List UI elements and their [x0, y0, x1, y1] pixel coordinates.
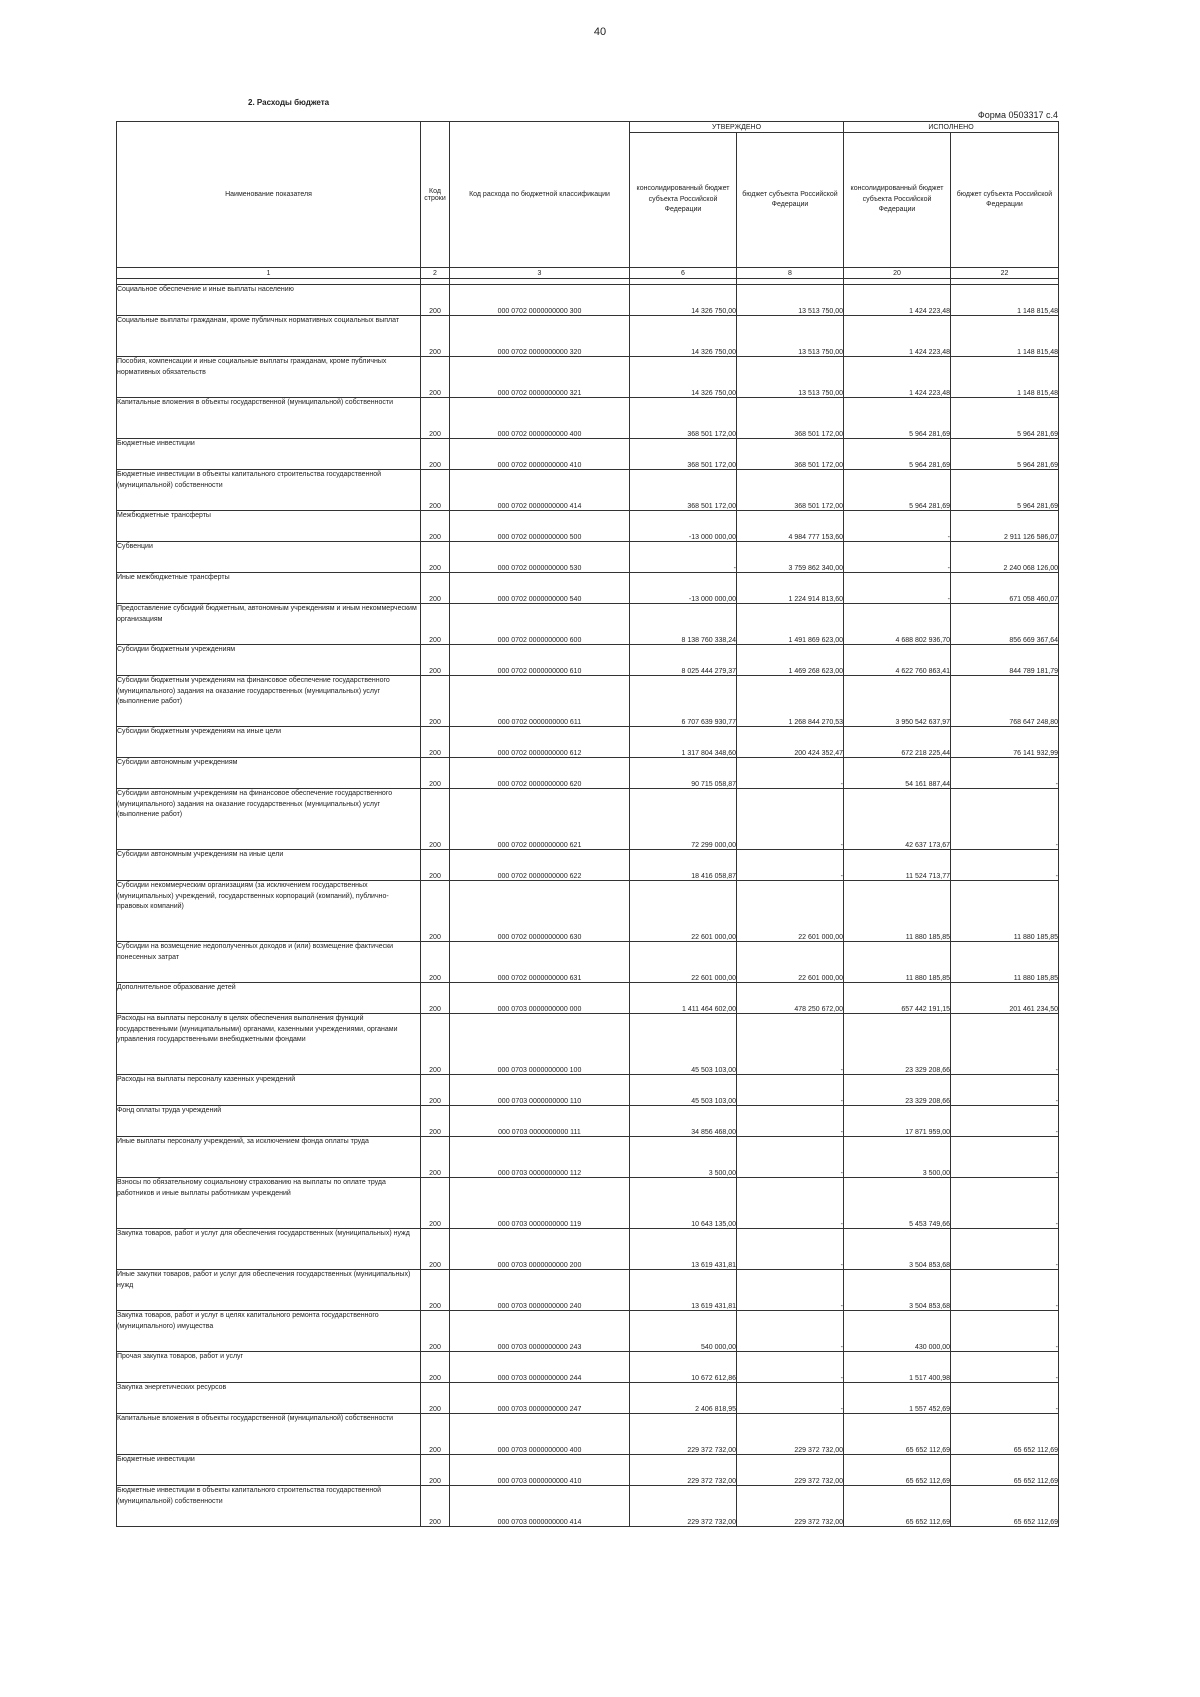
- row-kbk: 000 0702 0000000000 400: [450, 398, 630, 439]
- row-kbk: 000 0702 0000000000 300: [450, 285, 630, 316]
- approved-consolidated-value: 22 601 000,00: [630, 942, 737, 983]
- row-kbk: 000 0703 0000000000 240: [450, 1270, 630, 1311]
- approved-consolidated-value: 8 025 444 279,37: [630, 645, 737, 676]
- row-line-code: 200: [421, 645, 450, 676]
- row-line-code: 200: [421, 789, 450, 850]
- row-kbk: 000 0702 0000000000 540: [450, 573, 630, 604]
- executed-consolidated-value: 5 964 281,69: [844, 398, 951, 439]
- page-number: 40: [593, 26, 607, 38]
- approved-consolidated-value: 368 501 172,00: [630, 470, 737, 511]
- executed-consolidated-value: 1 557 452,69: [844, 1383, 951, 1414]
- executed-subject-value: -: [951, 1383, 1059, 1414]
- executed-subject-value: -: [951, 1229, 1059, 1270]
- executed-consolidated-value: 5 453 749,66: [844, 1178, 951, 1229]
- executed-subject-value: 76 141 932,99: [951, 727, 1059, 758]
- approved-consolidated-value: 1 317 804 348,60: [630, 727, 737, 758]
- header-name: Наименование показателя: [117, 122, 421, 268]
- approved-subject-value: 229 372 732,00: [737, 1414, 844, 1455]
- executed-consolidated-value: 1 424 223,48: [844, 316, 951, 357]
- row-name: Иные выплаты персоналу учреждений, за исключением фонда оплаты труда: [117, 1137, 421, 1178]
- table-row: [117, 645, 1059, 676]
- table-row: [117, 1014, 1059, 1075]
- row-line-code: 200: [421, 1383, 450, 1414]
- approved-subject-value: 229 372 732,00: [737, 1486, 844, 1527]
- executed-consolidated-value: 11 880 185,85: [844, 881, 951, 942]
- row-name: Дополнительное образование детей: [117, 983, 421, 1014]
- executed-subject-value: 11 880 185,85: [951, 942, 1059, 983]
- row-kbk: 000 0702 0000000000 610: [450, 645, 630, 676]
- column-number: 22: [951, 268, 1059, 279]
- table-row: [117, 1229, 1059, 1270]
- row-name: Субсидии некоммерческим организациям (за исключением государственных (муниципальных) учреждений, государственных корпораций (компаний), публично-правовых компаний): [117, 881, 421, 942]
- approved-subject-value: 1 469 268 623,00: [737, 645, 844, 676]
- row-kbk: 000 0703 0000000000 410: [450, 1455, 630, 1486]
- row-kbk: 000 0703 0000000000 400: [450, 1414, 630, 1455]
- approved-subject-value: 200 424 352,47: [737, 727, 844, 758]
- row-kbk: 000 0702 0000000000 320: [450, 316, 630, 357]
- section-title: 2. Расходы бюджета: [248, 98, 330, 107]
- approved-subject-value: -: [737, 1383, 844, 1414]
- form-code: Форма 0503317 с.4: [977, 110, 1058, 120]
- executed-consolidated-value: 5 964 281,69: [844, 470, 951, 511]
- executed-consolidated-value: -: [844, 542, 951, 573]
- approved-subject-value: -: [737, 1352, 844, 1383]
- row-name: Социальные выплаты гражданам, кроме публичных нормативных социальных выплат: [117, 316, 421, 357]
- column-number: 8: [737, 268, 844, 279]
- approved-subject-value: -: [737, 1178, 844, 1229]
- row-name: Бюджетные инвестиции в объекты капитального строительства государственной (муниципальной) собственности: [117, 1486, 421, 1527]
- approved-subject-value: 3 759 862 340,00: [737, 542, 844, 573]
- row-line-code: 200: [421, 398, 450, 439]
- approved-subject-value: -: [737, 1014, 844, 1075]
- row-kbk: 000 0702 0000000000 414: [450, 470, 630, 511]
- table-row: [117, 542, 1059, 573]
- row-kbk: 000 0702 0000000000 500: [450, 511, 630, 542]
- approved-consolidated-value: 3 500,00: [630, 1137, 737, 1178]
- approved-consolidated-value: 10 643 135,00: [630, 1178, 737, 1229]
- approved-subject-value: -: [737, 758, 844, 789]
- row-name: Межбюджетные трансферты: [117, 511, 421, 542]
- executed-subject-value: -: [951, 1014, 1059, 1075]
- row-line-code: 200: [421, 1106, 450, 1137]
- executed-consolidated-value: 65 652 112,69: [844, 1486, 951, 1527]
- budget-expenses-table: [116, 121, 1059, 1527]
- executed-consolidated-value: 657 442 191,15: [844, 983, 951, 1014]
- table-row: [117, 676, 1059, 727]
- row-kbk: 000 0702 0000000000 611: [450, 676, 630, 727]
- row-kbk: 000 0703 0000000000 000: [450, 983, 630, 1014]
- executed-consolidated-value: 4 622 760 863,41: [844, 645, 951, 676]
- column-number: 20: [844, 268, 951, 279]
- header-kbk: Код расхода по бюджетной классификации: [450, 122, 630, 268]
- executed-consolidated-value: 54 161 887,44: [844, 758, 951, 789]
- approved-consolidated-value: -13 000 000,00: [630, 573, 737, 604]
- table-row: [117, 1178, 1059, 1229]
- table-row: [117, 727, 1059, 758]
- row-name: Социальное обеспечение и иные выплаты населению: [117, 285, 421, 316]
- row-line-code: 200: [421, 1137, 450, 1178]
- row-name: Иные закупки товаров, работ и услуг для обеспечения государственных (муниципальных) нужд: [117, 1270, 421, 1311]
- executed-consolidated-value: 3 504 853,68: [844, 1229, 951, 1270]
- table-row: [117, 1106, 1059, 1137]
- approved-subject-value: 1 491 869 623,00: [737, 604, 844, 645]
- approved-subject-value: 368 501 172,00: [737, 398, 844, 439]
- executed-subject-value: 5 964 281,69: [951, 439, 1059, 470]
- executed-consolidated-value: 17 871 959,00: [844, 1106, 951, 1137]
- row-name: Субсидии на возмещение недополученных доходов и (или) возмещение фактически понесенных затрат: [117, 942, 421, 983]
- row-line-code: 200: [421, 727, 450, 758]
- approved-consolidated-value: 229 372 732,00: [630, 1486, 737, 1527]
- executed-subject-value: 5 964 281,69: [951, 398, 1059, 439]
- executed-subject-value: -: [951, 1075, 1059, 1106]
- executed-subject-value: -: [951, 1106, 1059, 1137]
- approved-subject-value: -: [737, 1137, 844, 1178]
- executed-subject-value: -: [951, 1178, 1059, 1229]
- executed-subject-value: 2 240 068 126,00: [951, 542, 1059, 573]
- row-name: Закупка товаров, работ и услуг для обеспечения государственных (муниципальных) нужд: [117, 1229, 421, 1270]
- table-row: [117, 470, 1059, 511]
- approved-subject-value: 13 513 750,00: [737, 357, 844, 398]
- row-name: Фонд оплаты труда учреждений: [117, 1106, 421, 1137]
- table-row: [117, 1352, 1059, 1383]
- row-kbk: 000 0703 0000000000 110: [450, 1075, 630, 1106]
- approved-consolidated-value: 14 326 750,00: [630, 316, 737, 357]
- approved-consolidated-value: 368 501 172,00: [630, 398, 737, 439]
- row-kbk: 000 0703 0000000000 119: [450, 1178, 630, 1229]
- row-name: Пособия, компенсации и иные социальные выплаты гражданам, кроме публичных нормативных обязательств: [117, 357, 421, 398]
- column-number: 3: [450, 268, 630, 279]
- approved-consolidated-value: 6 707 639 930,77: [630, 676, 737, 727]
- executed-consolidated-value: 3 950 542 637,97: [844, 676, 951, 727]
- approved-consolidated-value: 18 416 058,87: [630, 850, 737, 881]
- header-executed-subject: бюджет субъекта Российской Федерации: [951, 133, 1059, 268]
- approved-subject-value: -: [737, 1106, 844, 1137]
- executed-subject-value: -: [951, 1352, 1059, 1383]
- table-row: [117, 1383, 1059, 1414]
- executed-subject-value: 1 148 815,48: [951, 285, 1059, 316]
- table-row: [117, 604, 1059, 645]
- row-name: Расходы на выплаты персоналу казенных учреждений: [117, 1075, 421, 1106]
- table-row: [117, 398, 1059, 439]
- row-line-code: 200: [421, 1414, 450, 1455]
- row-kbk: 000 0702 0000000000 410: [450, 439, 630, 470]
- approved-consolidated-value: 10 672 612,86: [630, 1352, 737, 1383]
- approved-subject-value: 13 513 750,00: [737, 316, 844, 357]
- column-number: 6: [630, 268, 737, 279]
- approved-consolidated-value: 90 715 058,87: [630, 758, 737, 789]
- row-kbk: 000 0702 0000000000 600: [450, 604, 630, 645]
- row-kbk: 000 0703 0000000000 244: [450, 1352, 630, 1383]
- executed-subject-value: 768 647 248,80: [951, 676, 1059, 727]
- row-name: Закупка товаров, работ и услуг в целях капитального ремонта государственного (муниципального) имущества: [117, 1311, 421, 1352]
- executed-consolidated-value: 1 424 223,48: [844, 357, 951, 398]
- executed-consolidated-value: 672 218 225,44: [844, 727, 951, 758]
- approved-consolidated-value: 45 503 103,00: [630, 1014, 737, 1075]
- row-name: Взносы по обязательному социальному страхованию на выплаты по оплате труда работников и иные выплаты работникам учреждений: [117, 1178, 421, 1229]
- executed-subject-value: -: [951, 789, 1059, 850]
- executed-subject-value: 11 880 185,85: [951, 881, 1059, 942]
- row-line-code: 200: [421, 676, 450, 727]
- table-row: [117, 1455, 1059, 1486]
- row-name: Субсидии автономным учреждениям: [117, 758, 421, 789]
- approved-subject-value: 4 984 777 153,60: [737, 511, 844, 542]
- approved-subject-value: -: [737, 1270, 844, 1311]
- table-row: [117, 316, 1059, 357]
- table-row: [117, 439, 1059, 470]
- executed-subject-value: -: [951, 1270, 1059, 1311]
- approved-consolidated-value: 22 601 000,00: [630, 881, 737, 942]
- approved-consolidated-value: 2 406 818,95: [630, 1383, 737, 1414]
- row-kbk: 000 0702 0000000000 631: [450, 942, 630, 983]
- approved-consolidated-value: 229 372 732,00: [630, 1455, 737, 1486]
- row-name: Бюджетные инвестиции: [117, 1455, 421, 1486]
- table-row: [117, 1075, 1059, 1106]
- row-kbk: 000 0703 0000000000 243: [450, 1311, 630, 1352]
- executed-consolidated-value: -: [844, 511, 951, 542]
- executed-subject-value: 65 652 112,69: [951, 1455, 1059, 1486]
- row-name: Субсидии бюджетным учреждениям: [117, 645, 421, 676]
- table-row: [117, 1414, 1059, 1455]
- column-number: 2: [421, 268, 450, 279]
- header-line-code: Код строки: [421, 122, 450, 268]
- row-line-code: 200: [421, 1486, 450, 1527]
- row-line-code: 200: [421, 439, 450, 470]
- table-row: [117, 758, 1059, 789]
- table-row: [117, 1311, 1059, 1352]
- approved-consolidated-value: 45 503 103,00: [630, 1075, 737, 1106]
- row-name: Капитальные вложения в объекты государственной (муниципальной) собственности: [117, 398, 421, 439]
- row-kbk: 000 0702 0000000000 321: [450, 357, 630, 398]
- row-line-code: 200: [421, 881, 450, 942]
- executed-subject-value: 844 789 181,79: [951, 645, 1059, 676]
- executed-consolidated-value: 4 688 802 936,70: [844, 604, 951, 645]
- approved-subject-value: 13 513 750,00: [737, 285, 844, 316]
- executed-consolidated-value: 1 424 223,48: [844, 285, 951, 316]
- executed-consolidated-value: 1 517 400,98: [844, 1352, 951, 1383]
- executed-subject-value: 65 652 112,69: [951, 1414, 1059, 1455]
- row-line-code: 200: [421, 285, 450, 316]
- executed-subject-value: 1 148 815,48: [951, 316, 1059, 357]
- row-line-code: 200: [421, 1075, 450, 1106]
- executed-subject-value: 2 911 126 586,07: [951, 511, 1059, 542]
- row-name: Капитальные вложения в объекты государственной (муниципальной) собственности: [117, 1414, 421, 1455]
- column-number: 1: [117, 268, 421, 279]
- row-line-code: 200: [421, 316, 450, 357]
- row-kbk: 000 0702 0000000000 612: [450, 727, 630, 758]
- table-row: [117, 1486, 1059, 1527]
- row-line-code: 200: [421, 1178, 450, 1229]
- row-line-code: 200: [421, 1352, 450, 1383]
- approved-subject-value: 368 501 172,00: [737, 470, 844, 511]
- approved-consolidated-value: -: [630, 542, 737, 573]
- row-kbk: 000 0703 0000000000 247: [450, 1383, 630, 1414]
- executed-consolidated-value: 3 500,00: [844, 1137, 951, 1178]
- row-line-code: 200: [421, 470, 450, 511]
- row-line-code: 200: [421, 758, 450, 789]
- approved-subject-value: -: [737, 850, 844, 881]
- row-line-code: 200: [421, 942, 450, 983]
- row-line-code: 200: [421, 1014, 450, 1075]
- approved-subject-value: 478 250 672,00: [737, 983, 844, 1014]
- approved-subject-value: 368 501 172,00: [737, 439, 844, 470]
- row-name: Прочая закупка товаров, работ и услуг: [117, 1352, 421, 1383]
- approved-subject-value: 1 268 844 270,53: [737, 676, 844, 727]
- row-name: Бюджетные инвестиции в объекты капитального строительства государственной (муниципальной) собственности: [117, 470, 421, 511]
- header-executed-consolidated: консолидированный бюджет субъекта Российской Федерации: [844, 133, 951, 268]
- row-name: Расходы на выплаты персоналу в целях обеспечения выполнения функций государственными (муниципальными) органами, казенными учреждениями, органами управления государственными внебюджетными фондами: [117, 1014, 421, 1075]
- executed-subject-value: -: [951, 758, 1059, 789]
- row-line-code: 200: [421, 1229, 450, 1270]
- table-row: [117, 573, 1059, 604]
- row-line-code: 200: [421, 357, 450, 398]
- approved-consolidated-value: 72 299 000,00: [630, 789, 737, 850]
- table-row: [117, 285, 1059, 316]
- row-kbk: 000 0703 0000000000 200: [450, 1229, 630, 1270]
- row-line-code: 200: [421, 604, 450, 645]
- approved-consolidated-value: 34 856 468,00: [630, 1106, 737, 1137]
- approved-consolidated-value: 14 326 750,00: [630, 357, 737, 398]
- executed-subject-value: -: [951, 1137, 1059, 1178]
- approved-consolidated-value: 229 372 732,00: [630, 1414, 737, 1455]
- executed-consolidated-value: -: [844, 573, 951, 604]
- table-row: [117, 511, 1059, 542]
- row-kbk: 000 0702 0000000000 622: [450, 850, 630, 881]
- row-name: Закупка энергетических ресурсов: [117, 1383, 421, 1414]
- table-row: [117, 850, 1059, 881]
- table-row: [117, 1270, 1059, 1311]
- approved-consolidated-value: 13 619 431,81: [630, 1270, 737, 1311]
- approved-consolidated-value: 540 000,00: [630, 1311, 737, 1352]
- executed-subject-value: 856 669 367,64: [951, 604, 1059, 645]
- row-line-code: 200: [421, 573, 450, 604]
- executed-consolidated-value: 11 880 185,85: [844, 942, 951, 983]
- row-line-code: 200: [421, 1270, 450, 1311]
- row-name: Субсидии бюджетным учреждениям на иные цели: [117, 727, 421, 758]
- executed-subject-value: 671 058 460,07: [951, 573, 1059, 604]
- row-name: Субсидии автономным учреждениям на финансовое обеспечение государственного (муниципального) задания на оказание государственных (муниципальных) услуг (выполнение работ): [117, 789, 421, 850]
- approved-subject-value: -: [737, 1229, 844, 1270]
- row-kbk: 000 0703 0000000000 414: [450, 1486, 630, 1527]
- executed-consolidated-value: 42 637 173,67: [844, 789, 951, 850]
- row-line-code: 200: [421, 1311, 450, 1352]
- executed-consolidated-value: 23 329 208,66: [844, 1014, 951, 1075]
- executed-subject-value: 5 964 281,69: [951, 470, 1059, 511]
- approved-consolidated-value: 368 501 172,00: [630, 439, 737, 470]
- row-kbk: 000 0703 0000000000 112: [450, 1137, 630, 1178]
- executed-subject-value: -: [951, 1311, 1059, 1352]
- executed-consolidated-value: 23 329 208,66: [844, 1075, 951, 1106]
- row-name: Субвенции: [117, 542, 421, 573]
- table-row: [117, 789, 1059, 850]
- executed-consolidated-value: 3 504 853,68: [844, 1270, 951, 1311]
- header-approved-subject: бюджет субъекта Российской Федерации: [737, 133, 844, 268]
- row-kbk: 000 0702 0000000000 621: [450, 789, 630, 850]
- row-name: Субсидии бюджетным учреждениям на финансовое обеспечение государственного (муниципального) задания на оказание государственных (муниципальных) услуг (выполнение работ): [117, 676, 421, 727]
- header-approved-consolidated: консолидированный бюджет субъекта Российской Федерации: [630, 133, 737, 268]
- row-kbk: 000 0703 0000000000 100: [450, 1014, 630, 1075]
- row-line-code: 200: [421, 850, 450, 881]
- row-line-code: 200: [421, 511, 450, 542]
- approved-subject-value: -: [737, 789, 844, 850]
- executed-consolidated-value: 430 000,00: [844, 1311, 951, 1352]
- header-executed: ИСПОЛНЕНО: [844, 122, 1059, 133]
- approved-subject-value: 22 601 000,00: [737, 881, 844, 942]
- executed-subject-value: -: [951, 850, 1059, 881]
- row-kbk: 000 0702 0000000000 530: [450, 542, 630, 573]
- row-kbk: 000 0702 0000000000 620: [450, 758, 630, 789]
- approved-consolidated-value: 8 138 760 338,24: [630, 604, 737, 645]
- table-row: [117, 881, 1059, 942]
- approved-subject-value: -: [737, 1311, 844, 1352]
- row-line-code: 200: [421, 1455, 450, 1486]
- approved-subject-value: 1 224 914 813,60: [737, 573, 844, 604]
- approved-subject-value: 22 601 000,00: [737, 942, 844, 983]
- row-name: Предоставление субсидий бюджетным, автономным учреждениям и иным некоммерческим организациям: [117, 604, 421, 645]
- executed-consolidated-value: 11 524 713,77: [844, 850, 951, 881]
- executed-consolidated-value: 5 964 281,69: [844, 439, 951, 470]
- row-name: Субсидии автономным учреждениям на иные цели: [117, 850, 421, 881]
- row-kbk: 000 0702 0000000000 630: [450, 881, 630, 942]
- table-row: [117, 942, 1059, 983]
- executed-consolidated-value: 65 652 112,69: [844, 1414, 951, 1455]
- executed-subject-value: 65 652 112,69: [951, 1486, 1059, 1527]
- table-row: [117, 1137, 1059, 1178]
- executed-subject-value: 201 461 234,50: [951, 983, 1059, 1014]
- executed-subject-value: 1 148 815,48: [951, 357, 1059, 398]
- approved-consolidated-value: 13 619 431,81: [630, 1229, 737, 1270]
- row-line-code: 200: [421, 542, 450, 573]
- approved-subject-value: 229 372 732,00: [737, 1455, 844, 1486]
- row-name: Бюджетные инвестиции: [117, 439, 421, 470]
- table-row: [117, 357, 1059, 398]
- row-line-code: 200: [421, 983, 450, 1014]
- executed-consolidated-value: 65 652 112,69: [844, 1455, 951, 1486]
- header-approved: УТВЕРЖДЕНО: [630, 122, 844, 133]
- row-kbk: 000 0703 0000000000 111: [450, 1106, 630, 1137]
- table-row: [117, 983, 1059, 1014]
- approved-consolidated-value: 14 326 750,00: [630, 285, 737, 316]
- approved-consolidated-value: 1 411 464 602,00: [630, 983, 737, 1014]
- approved-subject-value: -: [737, 1075, 844, 1106]
- row-name: Иные межбюджетные трансферты: [117, 573, 421, 604]
- approved-consolidated-value: -13 000 000,00: [630, 511, 737, 542]
